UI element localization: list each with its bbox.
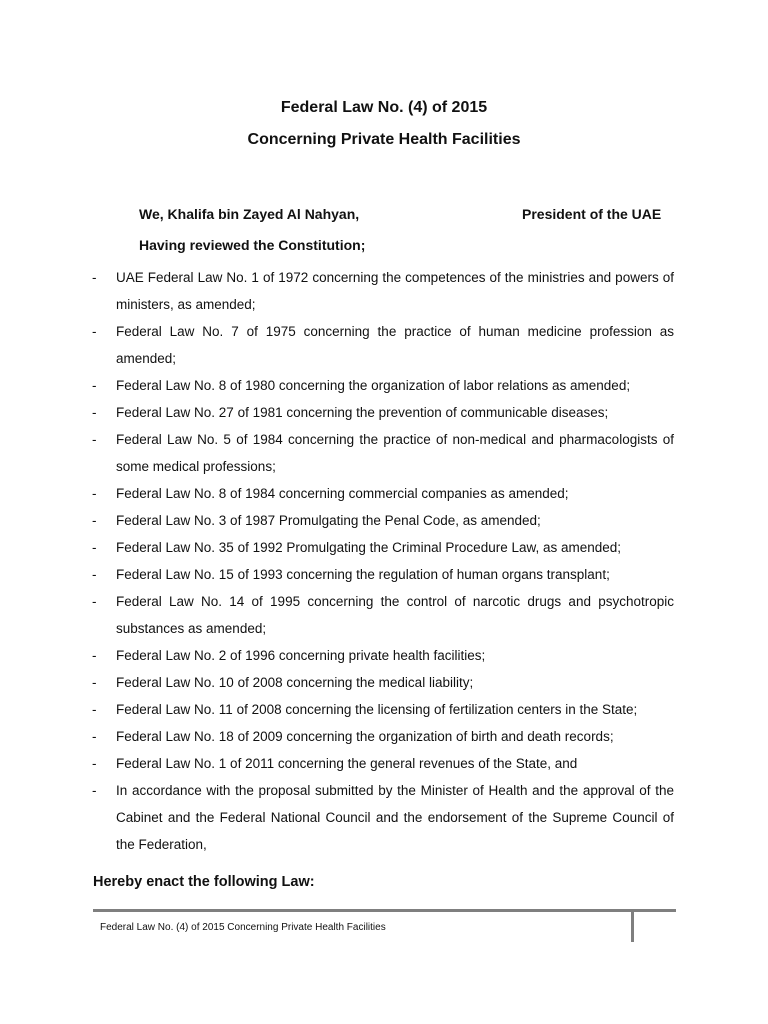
list-item [0, 723, 768, 750]
bullet-dash: - [92, 567, 97, 582]
bullet-dash: - [92, 702, 97, 717]
recitals-list [0, 264, 768, 858]
list-item [0, 750, 768, 777]
list-item-text: Federal Law No. 5 of 1984 concerning the practice of non-medical and pharmacologists of some medical professions; [116, 432, 674, 474]
list-item [0, 426, 768, 480]
footer-divider [93, 909, 676, 912]
enactment-clause: Hereby enact the following Law: [93, 874, 315, 890]
list-item [0, 588, 768, 642]
list-item-text: Federal Law No. 18 of 2009 concerning the organization of birth and death records; [116, 729, 614, 744]
footer-vertical-divider [631, 909, 634, 942]
list-item [0, 561, 768, 588]
list-item-text: UAE Federal Law No. 1 of 1972 concerning the competences of the ministries and powers of ministers, as amended; [116, 270, 674, 312]
bullet-dash: - [92, 405, 97, 420]
list-item-text: Federal Law No. 8 of 1984 concerning commercial companies as amended; [116, 486, 569, 501]
bullet-dash: - [92, 594, 97, 609]
preamble-reviewed: Having reviewed the Constitution; [139, 237, 366, 253]
bullet-dash: - [92, 486, 97, 501]
list-item [0, 696, 768, 723]
list-item [0, 507, 768, 534]
list-item [0, 399, 768, 426]
list-item-text: Federal Law No. 35 of 1992 Promulgating the Criminal Procedure Law, as amended; [116, 540, 622, 555]
list-item [0, 777, 768, 858]
list-item-text: Federal Law No. 15 of 1993 concerning the regulation of human organs transplant; [116, 567, 610, 582]
bullet-dash: - [92, 513, 97, 528]
bullet-dash: - [92, 675, 97, 690]
list-item-text: Federal Law No. 11 of 2008 concerning the licensing of fertilization centers in the State; [116, 702, 638, 717]
bullet-dash: - [92, 540, 97, 555]
list-item-text: Federal Law No. 3 of 1987 Promulgating the Penal Code, as amended; [116, 513, 541, 528]
list-item-text: Federal Law No. 10 of 2008 concerning the medical liability; [116, 675, 474, 690]
list-item [0, 669, 768, 696]
list-item [0, 642, 768, 669]
bullet-dash: - [92, 648, 97, 663]
bullet-dash: - [92, 270, 97, 285]
list-item-text: Federal Law No. 8 of 1980 concerning the organization of labor relations as amended; [116, 378, 631, 393]
list-item-text: Federal Law No. 7 of 1975 concerning the practice of human medicine profession as amended; [116, 324, 674, 366]
list-item-text: Federal Law No. 2 of 1996 concerning private health facilities; [116, 648, 486, 663]
list-item-text: Federal Law No. 27 of 1981 concerning the prevention of communicable diseases; [116, 405, 609, 420]
bullet-dash: - [92, 378, 97, 393]
document-title: Federal Law No. (4) of 2015 [280, 99, 488, 116]
preamble-issuer: We, Khalifa bin Zayed Al Nahyan, [139, 206, 360, 222]
preamble-issuer-title: President of the UAE [522, 206, 662, 222]
page-footer: Federal Law No. (4) of 2015 Concerning Private Health Facilities [100, 922, 386, 933]
bullet-dash: - [92, 324, 97, 339]
document-subtitle: Concerning Private Health Facilities [247, 131, 521, 148]
list-item [0, 264, 768, 318]
bullet-dash: - [92, 756, 97, 771]
list-item-text: In accordance with the proposal submitted by the Minister of Health and the approval of the Cabinet and the Federal National Council and the endorsement of the Supreme Council of the Federation, [116, 783, 674, 852]
list-item-text: Federal Law No. 14 of 1995 concerning the control of narcotic drugs and psychotropic substances as amended; [116, 594, 674, 636]
list-item [0, 372, 768, 399]
bullet-dash: - [92, 783, 97, 798]
bullet-dash: - [92, 729, 97, 744]
list-item [0, 480, 768, 507]
list-item-text: Federal Law No. 1 of 2011 concerning the general revenues of the State, and [116, 756, 578, 771]
list-item [0, 534, 768, 561]
list-item [0, 318, 768, 372]
bullet-dash: - [92, 432, 97, 447]
